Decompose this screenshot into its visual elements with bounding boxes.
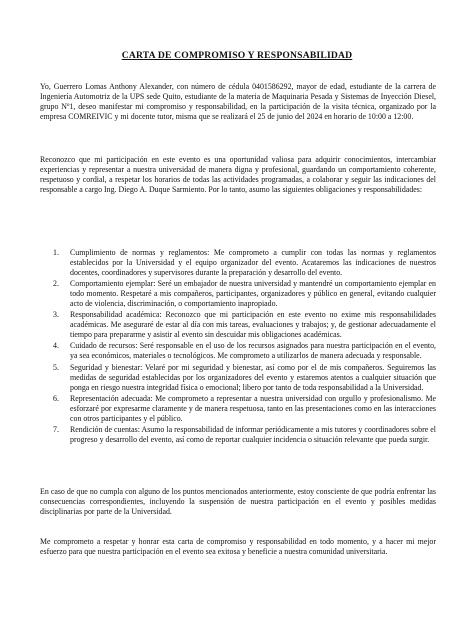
list-item (40, 279, 436, 309)
consequences-text: En caso de que no cumpla con alguno de los puntos mencionados anteriormente, estoy consciente de que podría enfrentar las consecuencias correspondientes, incluyendo la suspensión de nuestra participación en el evento y posibles medidas disciplinarias por parte de la Universidad. (40, 487, 436, 517)
list-item (40, 341, 436, 361)
list-item (40, 394, 436, 424)
list-item-text: Rendición de cuentas: Asumo la responsabilidad de informar periódicamente a mis tutores y coordinadores sobre el progreso y desarrollo del evento, así como de reportar cualquier incidencia o situación relevante que pueda surgir. (70, 424, 436, 444)
intro-paragraph (40, 82, 436, 122)
list-item-text: Representación adecuada: Me comprometo a representar a nuestra universidad con orgullo y profesionalismo. Me esforzaré por expresarme claramente y de manera respetuosa, tanto en las presentaciones como en las interacciones con otros participantes y el público. (70, 393, 436, 423)
list-item (40, 425, 436, 445)
list-item-number: 3. (53, 310, 59, 320)
recognition-paragraph (40, 155, 436, 195)
list-item-number: 4. (53, 341, 59, 351)
obligations-list (40, 248, 436, 446)
list-item-number: 1. (53, 248, 59, 257)
consequences-paragraph (40, 487, 436, 517)
list-item-text: Cumplimiento de normas y reglamentos: Me comprometo a cumplir con todas las normas y reglamentos establecidos por la Universidad y el equipo organizador del evento. Acataremos las indicaciones de nuestros docentes, coordinadores y supervisores durante la preparación y desarrollo del evento. (70, 248, 436, 278)
list-item (40, 310, 436, 340)
recognition-text: Reconozco que mi participación en este evento es una oportunidad valiosa para adquirir conocimientos, intercambiar experiencias y representar a nuestra universidad de manera digna y profesional, guardando un comportamiento coherente, respetuoso y cordial, a respetar los horarios de todas las actividades programadas, a colaborar y seguir las indicaciones del responsable a cargo Ing. Diego A. Duque Sarmiento. Por lo tanto, asumo las siguientes obligaciones y responsabilidades: (40, 155, 436, 195)
list-item (40, 363, 436, 393)
list-item-number: 2. (53, 279, 59, 289)
list-item-text: Cuidado de recursos: Seré responsable en el uso de los recursos asignados para nuestra participación en el evento, ya sea económicos, materiales o tecnológicos. Me comprometo a utilizarlos de manera adecuada y responsable. (70, 341, 436, 361)
list-item-text: Responsabilidad académica: Reconozco que mi participación en este evento no exime mis responsabilidades académicas. Me aseguraré de estar al día con mis tareas, evaluaciones y trabajos; y, de gestionar adecuadamente el tiempo para prepararme y asistir al evento sin descuidar mis obligaciones académicas. (70, 310, 436, 340)
list-item-number: 5. (53, 362, 59, 372)
document-title: CARTA DE COMPROMISO Y RESPONSABILIDAD (121, 50, 353, 61)
closing-text: Me comprometo a respetar y honrar esta carta de compromiso y responsabilidad en todo momento, y a hacer mi mejor esfuerzo para que nuestra participación en el evento sea exitosa y beneficie a nuestra comunidad universitaria. (40, 537, 436, 557)
intro-text: Yo, Guerrero Lomas Anthony Alexander, con número de cédula 0401586292, mayor de edad, estudiante de la carrera de Ingeniería Automotriz de la UPS sede Quito, estudiante de la materia de Maquinaria Pesada y Sistemas de Inyección Diesel, grupo Nº1, deseo manifestar mi compromiso y responsabilidad, en la participación de la visita técnica, organizado por la empresa COMREIVIC y mi docente tutor, misma que se realizará el 25 de junio del 2024 en horario de 10:00 a 12:00. (40, 82, 436, 122)
list-item (40, 248, 436, 278)
list-item-number: 7. (53, 424, 59, 434)
closing-paragraph (40, 537, 436, 557)
list-item-text: Comportamiento ejemplar: Seré un embajador de nuestra universidad y mantendré un comportamiento ejemplar en todo momento. Respetaré a mis compañeros, participantes, organizadores y público en general, evitando cualquier acto de violencia, discriminación, o comportamiento inapropiado. (70, 279, 436, 309)
list-item-text: Seguridad y bienestar: Velaré por mi seguridad y bienestar, así como por el de mis compañeros. Seguiremos las medidas de seguridad establecidas por los organizadores del evento y estaremos atentos a cualquier situación que ponga en riesgo nuestra integridad física o emocional; libero por tanto de toda responsabilidad a la Universidad. (70, 362, 436, 392)
list-item-number: 6. (53, 393, 59, 403)
